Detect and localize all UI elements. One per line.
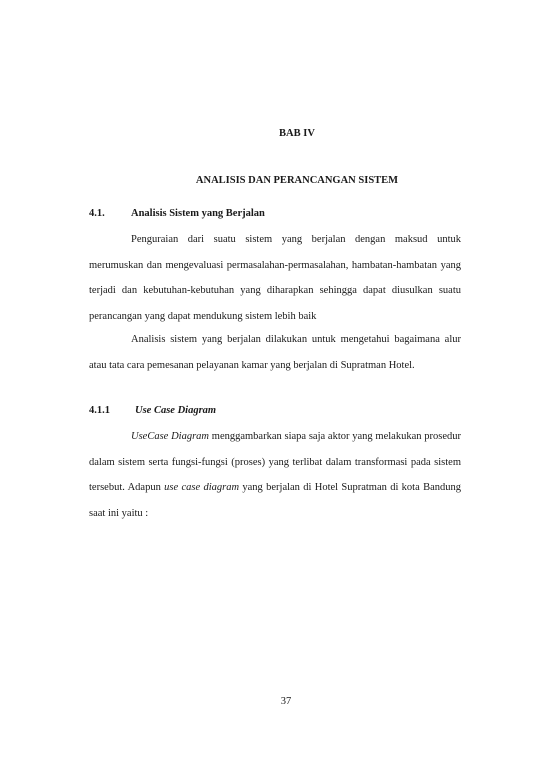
subsection-title: Use Case Diagram — [135, 405, 217, 416]
subsection-number: 4.1.1 — [89, 405, 110, 416]
chapter-title: ANALISIS DAN PERANCANGAN SISTEM — [195, 175, 399, 186]
paragraph-text-2: yang berjalan di Hotel Supratman di kota Bandung saat ini yaitu : — [89, 482, 461, 519]
paragraph-analysis-purpose: Analisis sistem yang berjalan dilakukan untuk mengetahui bagaimana alur atau tata cara pemesanan pelayanan kamar yang berjalan di Supratman Hotel. — [89, 334, 461, 371]
page-number: 37 — [280, 696, 292, 707]
paragraph-use-case — [89, 424, 461, 526]
term-use-case-diagram: use case diagram — [164, 482, 240, 493]
section-number: 4.1. — [89, 208, 105, 219]
section-title: Analisis Sistem yang Berjalan — [131, 208, 265, 219]
paragraph-system-analysis: Penguraian dari suatu sistem yang berjalan dengan maksud untuk merumuskan dan mengevaluasi permasalahan-permasalahan, hambatan-hambatan yang terjadi dan kebutuhan-kebutuhan yang diharapkan sehingga dapat diusulkan suatu perancangan yang dapat mendukung sistem lebih baik — [89, 234, 461, 322]
term-usecase-diagram: UseCase Diagram — [131, 431, 210, 442]
chapter-number: BAB IV — [279, 128, 315, 139]
section-heading-4-1-1 — [89, 405, 216, 416]
section-heading-4-1 — [89, 208, 265, 219]
paragraph-text-1: menggambarkan siapa saja aktor yang melakukan prosedur dalam sistem serta fungsi-fungsi (proses) yang terlibat dalam transformasi pada sistem tersebut. Adapun — [89, 431, 461, 493]
